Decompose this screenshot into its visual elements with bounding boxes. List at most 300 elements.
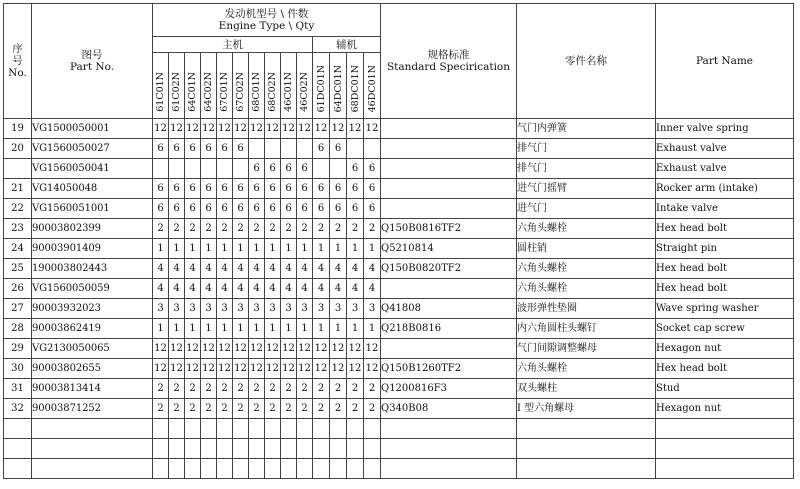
quantity-cell: 12 <box>281 359 297 379</box>
engine-type-label: 68C02N <box>267 72 278 112</box>
quantity-cell <box>297 439 313 459</box>
quantity-cell: 6 <box>330 179 347 199</box>
quantity-cell: 6 <box>201 199 217 219</box>
quantity-cell: 2 <box>265 379 281 399</box>
aux-engine-group-header: 辅机 <box>313 37 381 53</box>
quantity-cell: 3 <box>153 299 169 319</box>
part-name-cn-cell: 排气门 <box>517 159 656 179</box>
table-row <box>4 199 794 219</box>
quantity-cell: 6 <box>249 159 265 179</box>
quantity-cell: 1 <box>169 319 185 339</box>
part-number-cell: 90003901409 <box>32 239 153 259</box>
quantity-cell <box>281 139 297 159</box>
quantity-cell: 2 <box>364 379 381 399</box>
part-name-en-cell: Socket cap screw <box>656 319 794 339</box>
quantity-cell <box>347 439 364 459</box>
standard-cell <box>381 119 517 139</box>
quantity-cell: 4 <box>330 259 347 279</box>
quantity-cell: 3 <box>249 299 265 319</box>
quantity-cell <box>249 459 265 479</box>
quantity-cell <box>233 159 249 179</box>
quantity-cell: 4 <box>233 279 249 299</box>
quantity-cell: 4 <box>169 259 185 279</box>
engine-type-label: 64C01N <box>187 72 198 112</box>
part-name-cn-cell: 六角头螺栓 <box>517 359 656 379</box>
quantity-cell <box>153 459 169 479</box>
quantity-cell: 1 <box>169 239 185 259</box>
standard-cell: Q150B0820TF2 <box>381 259 517 279</box>
quantity-cell: 6 <box>217 139 233 159</box>
quantity-cell <box>201 459 217 479</box>
standard-header-cn: 规格标准 <box>427 49 470 61</box>
quantity-cell: 4 <box>265 259 281 279</box>
part-name-en-cell: Hex head bolt <box>656 359 794 379</box>
quantity-cell: 1 <box>313 319 330 339</box>
engine-type-column-header <box>249 53 265 119</box>
quantity-cell <box>201 439 217 459</box>
quantity-cell: 3 <box>313 299 330 319</box>
quantity-cell: 12 <box>281 119 297 139</box>
quantity-cell: 6 <box>364 179 381 199</box>
quantity-cell: 4 <box>217 259 233 279</box>
part-name-en-cell: Stud <box>656 379 794 399</box>
part-name-en-cell: Exhaust valve <box>656 139 794 159</box>
quantity-cell: 6 <box>201 179 217 199</box>
table-row <box>4 279 794 299</box>
quantity-cell: 12 <box>330 359 347 379</box>
quantity-cell: 4 <box>169 279 185 299</box>
quantity-cell <box>185 419 201 439</box>
quantity-cell: 12 <box>233 119 249 139</box>
standard-cell <box>381 339 517 359</box>
quantity-cell <box>249 439 265 459</box>
quantity-cell <box>185 159 201 179</box>
quantity-cell: 6 <box>169 179 185 199</box>
engine-type-column-header <box>330 53 347 119</box>
quantity-cell: 6 <box>185 139 201 159</box>
part-number-cell: VG14050048 <box>32 179 153 199</box>
engine-type-label: 64C02N <box>203 72 214 112</box>
engine-type-label: 68DC01N <box>349 64 361 112</box>
quantity-cell: 2 <box>297 399 313 419</box>
seq-number-cell <box>4 159 32 179</box>
seq-number-cell: 31 <box>4 379 32 399</box>
quantity-cell <box>330 159 347 179</box>
quantity-cell: 6 <box>281 159 297 179</box>
part-name-en-header: Part Name <box>656 4 794 119</box>
quantity-cell: 2 <box>217 219 233 239</box>
quantity-cell: 6 <box>233 179 249 199</box>
part-name-cn-cell: 六角头螺栓 <box>517 219 656 239</box>
seq-header-line-1: 序 <box>12 43 23 55</box>
quantity-cell: 12 <box>217 119 233 139</box>
quantity-cell: 6 <box>201 139 217 159</box>
quantity-cell: 4 <box>185 279 201 299</box>
seq-number-cell: 28 <box>4 319 32 339</box>
quantity-cell <box>265 139 281 159</box>
quantity-cell: 2 <box>364 399 381 419</box>
engine-type-column-header <box>313 53 330 119</box>
quantity-cell: 12 <box>201 119 217 139</box>
part-number-cell: 90003932023 <box>32 299 153 319</box>
quantity-cell: 1 <box>330 319 347 339</box>
engine-type-column-header <box>347 53 364 119</box>
quantity-cell: 12 <box>347 119 364 139</box>
quantity-cell: 4 <box>364 259 381 279</box>
quantity-cell: 3 <box>347 299 364 319</box>
quantity-cell: 6 <box>265 159 281 179</box>
seq-header-line-3: No. <box>8 67 27 79</box>
quantity-cell <box>313 459 330 479</box>
quantity-cell: 6 <box>153 199 169 219</box>
part-number-cell: VG1560051001 <box>32 199 153 219</box>
part-name-en-cell: Wave spring washer <box>656 299 794 319</box>
part-name-en-cell: Hexagon nut <box>656 339 794 359</box>
table-row <box>4 339 794 359</box>
quantity-cell: 12 <box>185 119 201 139</box>
quantity-cell: 2 <box>153 379 169 399</box>
quantity-cell: 6 <box>153 179 169 199</box>
quantity-cell <box>217 439 233 459</box>
quantity-cell: 6 <box>169 199 185 219</box>
partno-header <box>32 4 153 119</box>
quantity-cell <box>281 459 297 479</box>
quantity-cell: 1 <box>233 239 249 259</box>
quantity-cell: 1 <box>217 239 233 259</box>
quantity-cell: 4 <box>281 259 297 279</box>
engine-type-label: 61DC01N <box>315 64 327 112</box>
table-row <box>4 139 794 159</box>
seq-header <box>4 4 32 119</box>
quantity-cell: 2 <box>265 399 281 419</box>
quantity-cell: 1 <box>281 319 297 339</box>
quantity-cell: 12 <box>233 359 249 379</box>
quantity-cell: 6 <box>185 199 201 219</box>
quantity-cell: 12 <box>330 119 347 139</box>
quantity-cell: 6 <box>265 179 281 199</box>
quantity-cell: 1 <box>233 319 249 339</box>
part-number-cell: 90003802399 <box>32 219 153 239</box>
quantity-cell: 2 <box>185 219 201 239</box>
quantity-cell <box>364 139 381 159</box>
table-row <box>4 419 794 439</box>
quantity-cell: 2 <box>281 399 297 419</box>
quantity-cell: 6 <box>297 199 313 219</box>
quantity-cell: 2 <box>153 219 169 239</box>
quantity-cell: 2 <box>249 379 265 399</box>
table-row <box>4 159 794 179</box>
quantity-cell: 2 <box>347 219 364 239</box>
quantity-cell: 1 <box>265 319 281 339</box>
part-number-cell <box>32 439 153 459</box>
quantity-cell: 2 <box>217 379 233 399</box>
part-number-cell: VG1560050059 <box>32 279 153 299</box>
quantity-cell: 2 <box>330 379 347 399</box>
part-name-cn-cell: 六角头螺栓 <box>517 279 656 299</box>
part-name-en-cell <box>656 419 794 439</box>
engine-type-column-header <box>217 53 233 119</box>
standard-cell <box>381 279 517 299</box>
part-number-cell: VG1500050001 <box>32 119 153 139</box>
quantity-cell: 1 <box>347 239 364 259</box>
quantity-cell: 6 <box>217 199 233 219</box>
quantity-cell: 2 <box>330 399 347 419</box>
main-engine-group-header: 主机 <box>153 37 313 53</box>
quantity-cell: 1 <box>153 319 169 339</box>
quantity-cell <box>169 439 185 459</box>
quantity-cell <box>169 459 185 479</box>
engine-type-label: 68C01N <box>251 72 262 112</box>
quantity-cell: 1 <box>297 239 313 259</box>
quantity-cell: 12 <box>217 359 233 379</box>
table-row <box>4 439 794 459</box>
quantity-cell: 12 <box>169 339 185 359</box>
standard-cell <box>381 459 517 479</box>
standard-cell <box>381 419 517 439</box>
quantity-cell: 4 <box>330 279 347 299</box>
part-name-cn-cell <box>517 419 656 439</box>
quantity-cell: 12 <box>265 119 281 139</box>
part-name-en-cell: Hexagon nut <box>656 399 794 419</box>
quantity-cell: 3 <box>364 299 381 319</box>
quantity-cell: 6 <box>297 179 313 199</box>
quantity-cell: 12 <box>313 339 330 359</box>
quantity-cell: 2 <box>217 399 233 419</box>
quantity-cell: 12 <box>185 359 201 379</box>
part-name-cn-cell: 进气门摇臂 <box>517 179 656 199</box>
quantity-cell: 12 <box>297 359 313 379</box>
table-row <box>4 319 794 339</box>
quantity-cell <box>347 459 364 479</box>
quantity-cell: 4 <box>364 279 381 299</box>
quantity-cell: 2 <box>169 379 185 399</box>
table-row <box>4 239 794 259</box>
quantity-cell: 2 <box>153 399 169 419</box>
part-name-cn-cell: 双头螺柱 <box>517 379 656 399</box>
quantity-cell: 1 <box>297 319 313 339</box>
quantity-cell: 2 <box>249 399 265 419</box>
quantity-cell: 2 <box>347 379 364 399</box>
quantity-cell: 12 <box>297 339 313 359</box>
quantity-cell: 12 <box>364 339 381 359</box>
table-row <box>4 119 794 139</box>
part-name-en-cell <box>656 439 794 459</box>
table-row <box>4 259 794 279</box>
engine-type-label: 61C01N <box>155 72 166 112</box>
quantity-cell: 12 <box>265 359 281 379</box>
quantity-cell: 12 <box>153 119 169 139</box>
quantity-cell: 2 <box>330 219 347 239</box>
part-name-en-cell <box>656 459 794 479</box>
partno-header-en: Part No. <box>69 61 115 73</box>
engine-type-header-en: Engine Type \ Qty <box>218 20 315 32</box>
quantity-cell: 12 <box>185 339 201 359</box>
quantity-cell: 2 <box>201 399 217 419</box>
quantity-cell: 3 <box>265 299 281 319</box>
quantity-cell <box>233 459 249 479</box>
standard-cell <box>381 179 517 199</box>
quantity-cell: 12 <box>153 359 169 379</box>
quantity-cell <box>330 439 347 459</box>
quantity-cell: 6 <box>347 159 364 179</box>
engine-type-label: 67C01N <box>219 72 230 112</box>
quantity-cell: 4 <box>281 279 297 299</box>
quantity-cell <box>364 439 381 459</box>
quantity-cell <box>281 439 297 459</box>
quantity-cell <box>169 419 185 439</box>
part-name-cn-cell: 六角头螺栓 <box>517 259 656 279</box>
quantity-cell: 4 <box>201 259 217 279</box>
standard-cell: Q218B0816 <box>381 319 517 339</box>
quantity-cell <box>347 419 364 439</box>
part-name-en-cell: Hex head bolt <box>656 259 794 279</box>
standard-cell <box>381 159 517 179</box>
quantity-cell: 2 <box>281 379 297 399</box>
engine-type-label: 46C01N <box>283 72 294 112</box>
standard-cell: Q5210814 <box>381 239 517 259</box>
quantity-cell: 2 <box>233 219 249 239</box>
standard-cell: Q340B08 <box>381 399 517 419</box>
engine-type-column-header <box>201 53 217 119</box>
quantity-cell <box>201 159 217 179</box>
part-name-cn-cell: I 型六角螺母 <box>517 399 656 419</box>
quantity-cell <box>347 139 364 159</box>
engine-type-label: 61C02N <box>171 72 182 112</box>
seq-number-cell: 27 <box>4 299 32 319</box>
engine-type-column-header <box>233 53 249 119</box>
quantity-cell: 1 <box>265 239 281 259</box>
seq-number-cell <box>4 439 32 459</box>
part-number-cell <box>32 419 153 439</box>
parts-table <box>3 3 794 479</box>
quantity-cell: 6 <box>347 199 364 219</box>
seq-header-line-2: 号 <box>12 55 23 67</box>
seq-number-cell <box>4 419 32 439</box>
part-name-en-cell: Inner valve spring <box>656 119 794 139</box>
quantity-cell <box>265 459 281 479</box>
quantity-cell <box>217 459 233 479</box>
quantity-cell: 1 <box>185 239 201 259</box>
seq-number-cell: 23 <box>4 219 32 239</box>
quantity-cell <box>330 459 347 479</box>
quantity-cell: 3 <box>297 299 313 319</box>
seq-number-cell: 24 <box>4 239 32 259</box>
quantity-cell: 12 <box>281 339 297 359</box>
quantity-cell: 1 <box>281 239 297 259</box>
seq-number-cell: 29 <box>4 339 32 359</box>
part-name-en-cell: Straight pin <box>656 239 794 259</box>
engine-type-column-header <box>297 53 313 119</box>
engine-type-header-cn: 发动机型号 \ 件数 <box>224 8 309 20</box>
quantity-cell: 6 <box>297 159 313 179</box>
engine-type-column-header <box>281 53 297 119</box>
standard-cell <box>381 139 517 159</box>
quantity-cell: 6 <box>249 179 265 199</box>
quantity-cell: 1 <box>201 239 217 259</box>
quantity-cell: 2 <box>185 379 201 399</box>
quantity-cell: 4 <box>217 279 233 299</box>
seq-number-cell: 30 <box>4 359 32 379</box>
quantity-cell: 6 <box>281 199 297 219</box>
quantity-cell: 2 <box>313 379 330 399</box>
quantity-cell <box>233 419 249 439</box>
standard-cell: Q150B1260TF2 <box>381 359 517 379</box>
quantity-cell: 6 <box>265 199 281 219</box>
quantity-cell: 2 <box>201 219 217 239</box>
quantity-cell: 12 <box>313 359 330 379</box>
part-name-cn-cell: 排气门 <box>517 139 656 159</box>
part-number-cell: VG1560050027 <box>32 139 153 159</box>
table-row <box>4 379 794 399</box>
standard-header <box>381 4 517 119</box>
standard-cell: Q41808 <box>381 299 517 319</box>
quantity-cell: 2 <box>297 379 313 399</box>
table-row <box>4 359 794 379</box>
quantity-cell <box>330 419 347 439</box>
quantity-cell <box>265 419 281 439</box>
quantity-cell: 12 <box>201 359 217 379</box>
quantity-cell: 4 <box>153 259 169 279</box>
quantity-cell: 1 <box>153 239 169 259</box>
part-name-en-cell: Hex head bolt <box>656 279 794 299</box>
table-row <box>4 179 794 199</box>
quantity-cell <box>153 439 169 459</box>
quantity-cell: 2 <box>169 399 185 419</box>
quantity-cell <box>249 139 265 159</box>
quantity-cell: 12 <box>297 119 313 139</box>
quantity-cell: 12 <box>217 339 233 359</box>
engine-type-column-header <box>364 53 381 119</box>
quantity-cell: 12 <box>233 339 249 359</box>
quantity-cell: 1 <box>249 239 265 259</box>
engine-type-label: 46DC01N <box>366 64 378 112</box>
quantity-cell: 6 <box>169 139 185 159</box>
engine-type-column-header <box>153 53 169 119</box>
quantity-cell: 1 <box>364 319 381 339</box>
quantity-cell: 2 <box>313 399 330 419</box>
quantity-cell: 3 <box>217 299 233 319</box>
quantity-cell: 12 <box>364 119 381 139</box>
quantity-cell <box>185 439 201 459</box>
seq-number-cell: 26 <box>4 279 32 299</box>
quantity-cell: 4 <box>313 259 330 279</box>
quantity-cell: 6 <box>313 139 330 159</box>
quantity-cell: 1 <box>364 239 381 259</box>
seq-number-cell: 20 <box>4 139 32 159</box>
part-name-cn-cell: 气门内弹簧 <box>517 119 656 139</box>
quantity-cell: 2 <box>297 219 313 239</box>
seq-number-cell <box>4 459 32 479</box>
quantity-cell: 3 <box>281 299 297 319</box>
quantity-cell <box>153 159 169 179</box>
quantity-cell: 12 <box>249 339 265 359</box>
quantity-cell: 1 <box>201 319 217 339</box>
engine-type-label: 46C02N <box>299 72 310 112</box>
quantity-cell: 4 <box>201 279 217 299</box>
quantity-cell <box>297 419 313 439</box>
quantity-cell: 6 <box>313 199 330 219</box>
quantity-cell: 6 <box>185 179 201 199</box>
quantity-cell: 3 <box>185 299 201 319</box>
engine-type-header <box>153 4 381 37</box>
seq-number-cell: 32 <box>4 399 32 419</box>
quantity-cell: 2 <box>233 379 249 399</box>
quantity-cell <box>217 159 233 179</box>
partno-header-cn: 图号 <box>81 49 103 61</box>
part-name-cn-cell: 圆柱销 <box>517 239 656 259</box>
standard-cell: Q1200816F3 <box>381 379 517 399</box>
quantity-cell: 2 <box>233 399 249 419</box>
